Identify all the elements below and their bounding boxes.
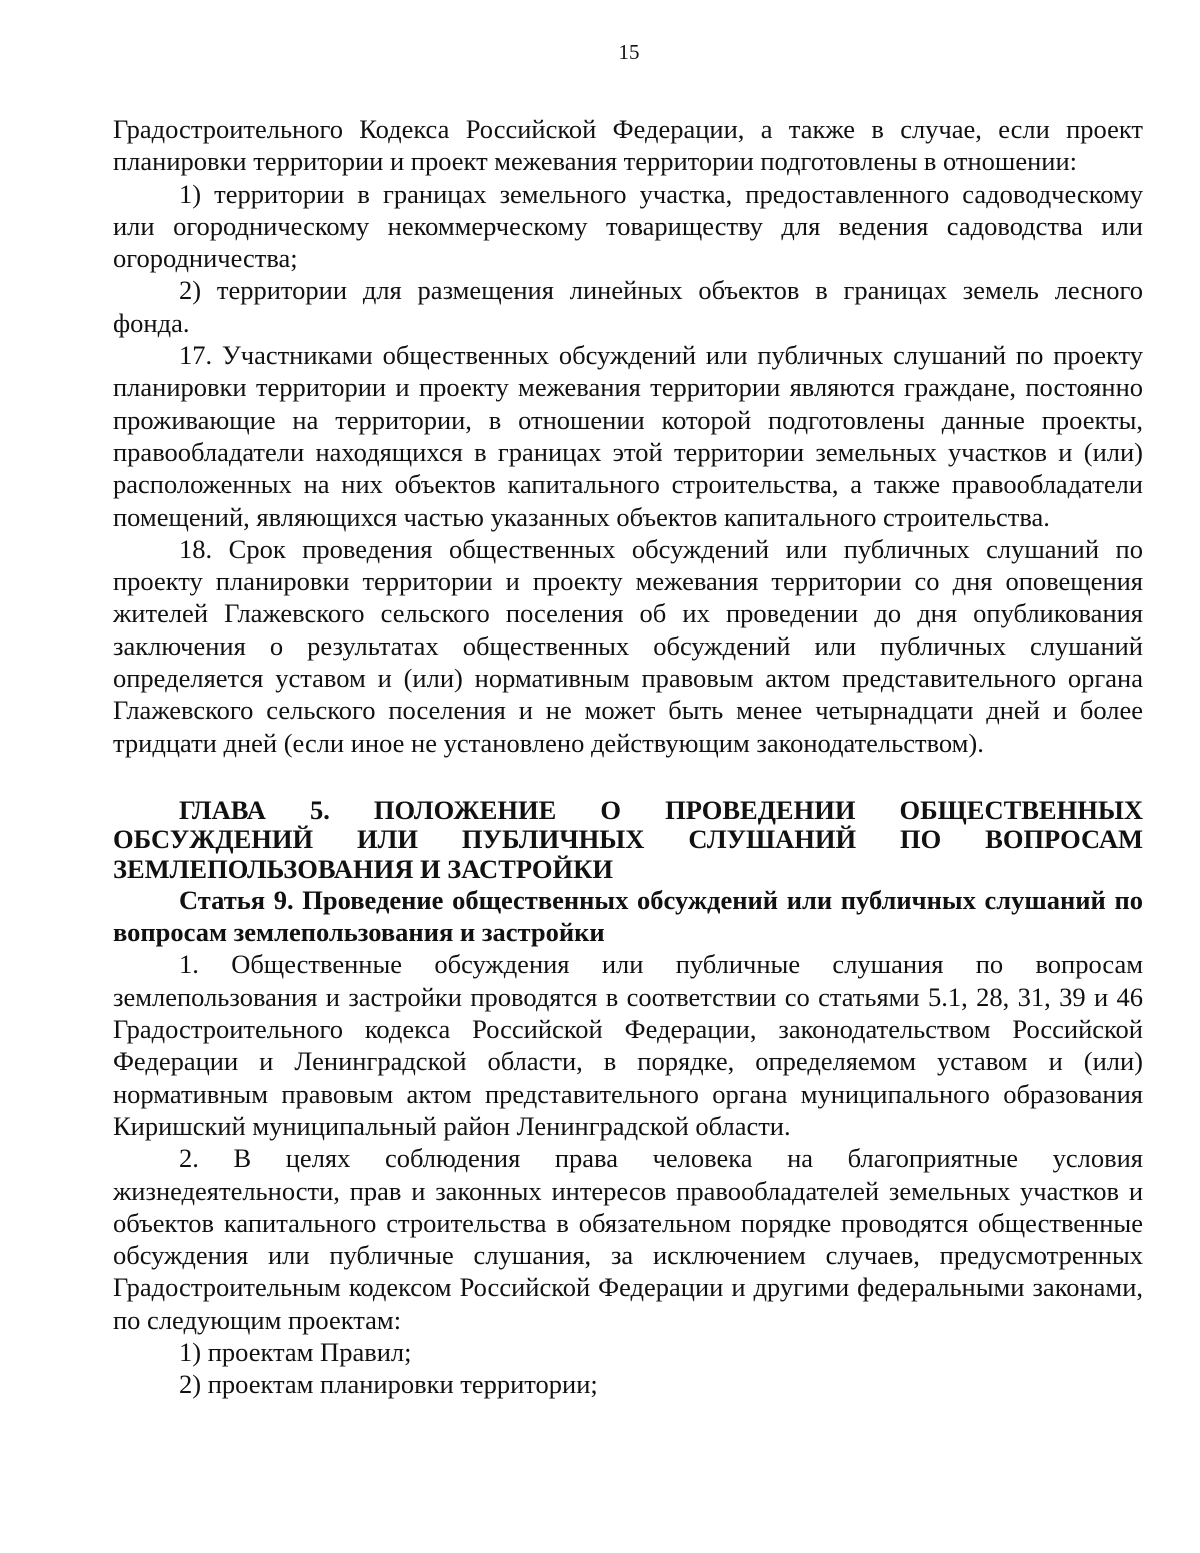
- article-heading: Статья 9. Проведение общественных обсуждений или публичных слушаний по вопросам землепользования и застройки: [113, 885, 1143, 948]
- paragraph-item-18: 18. Срок проведения общественных обсуждений или публичных слушаний по проекту планировки территории и проекту межевания территории со дня оповещения жителей Глажевского сельского поселения об их проведении до дня опубликования заключения о результатах общественных обсуждений или публичных слушаний определяется уставом и (или) нормативным правовым актом представительного органа Глажевского сельского поселения и не может быть менее четырнадцати дней и более тридцати дней (если иное не установлено действующим законодательством).: [113, 533, 1143, 758]
- paragraph-continuation: Градостроительного Кодекса Российской Федерации, а также в случае, если проект планировки территории и проект межевания территории подготовлены в отношении:: [113, 114, 1143, 177]
- page-number: 15: [618, 40, 640, 64]
- list-item: 2) проектам планировки территории;: [179, 1369, 598, 1400]
- paragraph-item-1: 1. Общественные обсуждения или публичные слушания по вопросам землепользования и застройки проводятся в соответствии со статьями 5.1, 28, 31, 39 и 46 Градостроительного кодекса Российской Федерации, законодательством Российской Федерации и Ленинградской области, в порядке, определяемом уставом и (или) нормативным правовым актом представительного органа муниципального образования Киришский муниципальный район Ленинградской области.: [113, 949, 1143, 1141]
- section-spacer: [113, 759, 1143, 796]
- list-item: 2) территории для размещения линейных объектов в границах земель лесного фонда.: [113, 275, 1143, 338]
- paragraph-item-17: 17. Участниками общественных обсуждений или публичных слушаний по проекту планировки территории и проекту межевания территории являются граждане, постоянно проживающие на территории, в отношении которой подготовлены данные проекты, правообладатели находящихся в границах этой территории земельных участков и (или) расположенных на них объектов капитального строительства, а также правообладатели помещений, являющихся частью указанных объектов капитального строительства.: [113, 340, 1143, 532]
- chapter-heading: ГЛАВА 5. ПОЛОЖЕНИЕ О ПРОВЕДЕНИИ ОБЩЕСТВЕННЫХ ОБСУЖДЕНИЙ ИЛИ ПУБЛИЧНЫХ СЛУШАНИЙ ПО ВОПРОСАМ ЗЕМЛЕПОЛЬЗОВАНИЯ И ЗАСТРОЙКИ: [113, 794, 1143, 884]
- list-item: 1) территории в границах земельного участка, предоставленного садоводческому или огородническому некоммерческому товариществу для ведения садоводства или огородничества;: [113, 178, 1143, 274]
- document-body: [113, 113, 1143, 1401]
- list-item: 1) проектам Правил;: [179, 1337, 412, 1367]
- paragraph-item-2: 2. В целях соблюдения права человека на благоприятные условия жизнедеятельности, прав и законных интересов правообладателей земельных участков и объектов капитального строительства в обязательном порядке проводятся общественные обсуждения или публичные слушания, за исключением случаев, предусмотренных Градостроительным кодексом Российской Федерации и другими федеральными законами, по следующим проектам:: [113, 1143, 1143, 1335]
